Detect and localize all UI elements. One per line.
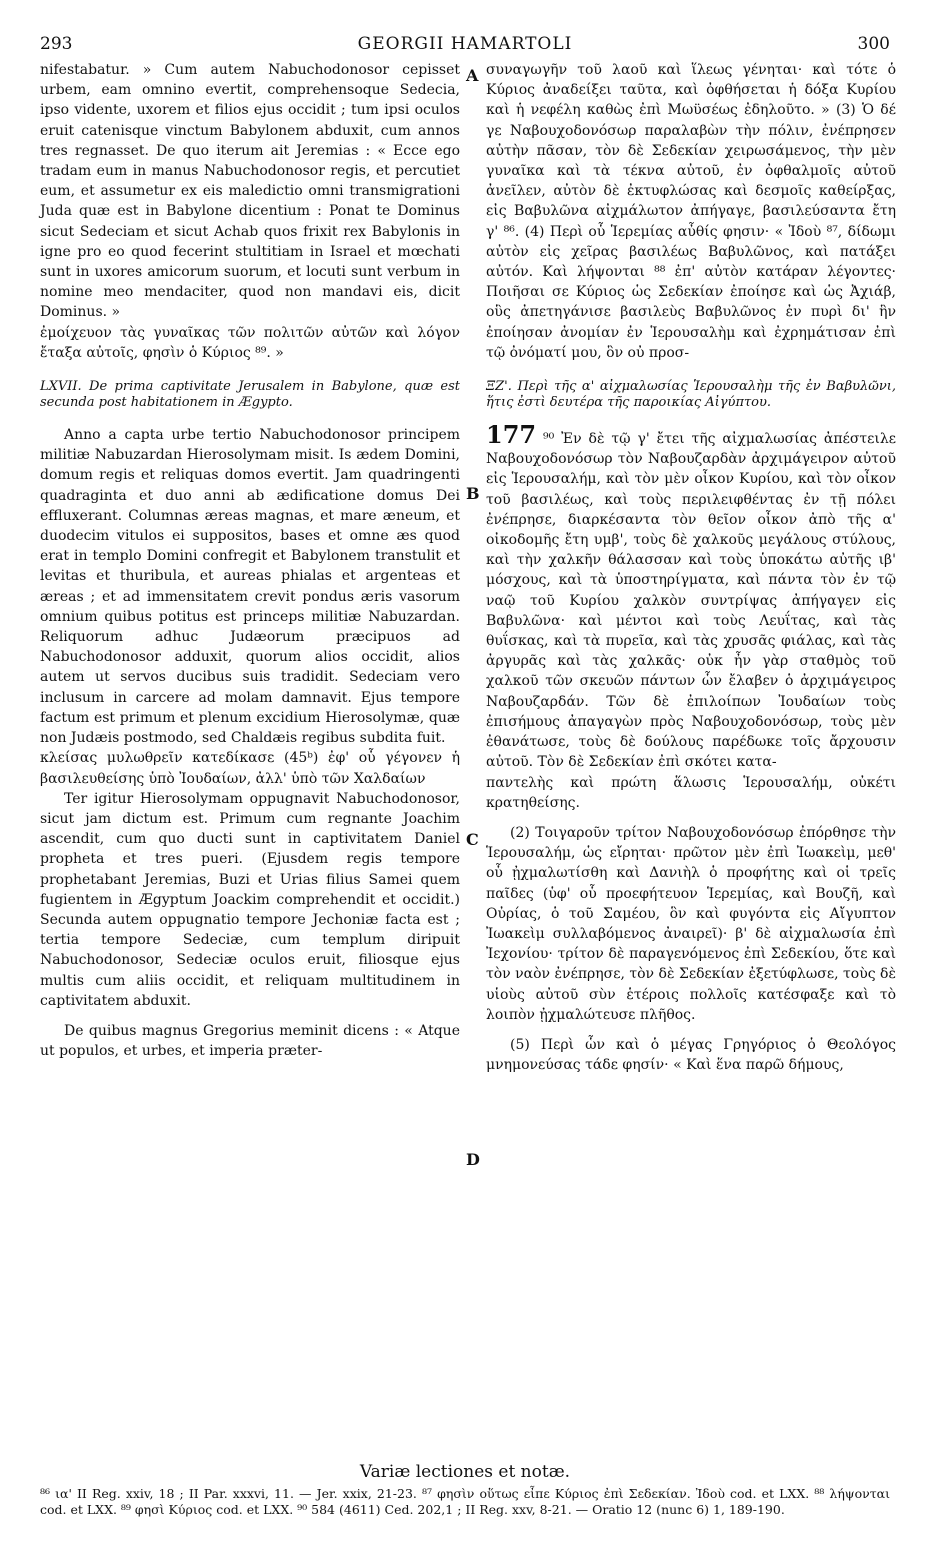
- margin-marker-b: B: [466, 484, 480, 503]
- margin-marker-d: D: [466, 1150, 480, 1169]
- greek-paragraph-4: (5) Περὶ ὧν καὶ ὁ μέγας Γρηγόριος ὁ Θεολόγος μνημονεύσας τάδε φησίν· « Καὶ ἕνα παρῶ δήμους,: [486, 1036, 896, 1074]
- latin-paragraph-3: Ter igitur Hierosolymam oppugnavit Nabuchodonosor, sicut jam dictum est. Primum cum regnante Joachim ascendit, cum quo ducti sunt in captivitatem Daniel propheta et tres pueri. (Ejusdem regis tempore prophetabant Jeremias, Buzi et Urias filius Samei quem fugientem in Ægyptum Joackim comprehendit et occidit.) Secunda autem oppugnatio tempore Jechoniæ facta est ; tertia tempore Sedeciæ, cum templum diripuit Nabuchodonosor, Sedeciæ oculos eruit, filiosque ejus multis cum aliis occidit, et reliquam multitudinem in captivitatem abduxit.: [40, 790, 460, 1009]
- greek-carryover-1: ἐμοίχευον τὰς γυναῖκας τῶν πολιτῶν αὐτῶν καὶ λόγον ἔταξα αὐτοῖς, φησὶν ὁ Κύριος ⁸⁹. »: [40, 324, 460, 361]
- notes-text: ⁸⁶ ια' II Reg. xxiv, 18 ; II Par. xxxvi, 11. — Jer. xxix, 21-23. ⁸⁷ φησὶν οὕτως εἶπε Κύριος ἐπὶ Σεδεκίαν. Ἰδοὺ cod. et LXX. ⁸⁸ λήψονται cod. et LXX. ⁸⁹ φησὶ Κύριος cod. et LXX. ⁹⁰ 584 (4611) Ced. 202,1 ; II Reg. xxv, 8-21. — Oratio 12 (nunc 6) 1, 189-190.: [40, 1486, 890, 1517]
- latin-chapter-heading: LXVII. De prima captivitate Jerusalem in Babylone, quæ est secunda post habitationem in Ægypto.: [40, 379, 460, 411]
- latin-paragraph-1: nifestabatur. » Cum autem Nabuchodonosor cepisset urbem, eam omnino evertit, comprehensoque Sedecia, ipso vidente, uxorem et filios ejus occidit ; tum ipsi oculos eruit catenisque vinctum Babylonem abduxit, cum annos tres regnasset. De quo iterum ait Jeremias : « Ecce ego tradam eum in manus Nabuchodonosor regis, et percutiet eum, et assumetur ex eis maledictio omni transmigrationi Juda quæ est in Babylone dicentium : Ponat te Dominus sicut Sedeciam et sicut Achab quos frixit rex Babylonis in igne pro eo quod fecerint stultitiam in Israel et mœchati sunt in uxores amicorum suorum, et locuti sunt verbum in nomine meo mendaciter, quod non mandavi eis, dicit Dominus. »: [40, 62, 460, 321]
- greek-paragraph-2-tail: παντελὴς καὶ πρώτη ἅλωσις Ἱερουσαλήμ, οὐκέτι κρατηθείσης.: [486, 774, 896, 811]
- greek-paragraph-3: (2) Τοιγαροῦν τρίτον Ναβουχοδονόσωρ ἐπόρθησε τὴν Ἱερουσαλήμ, ὡς εἴρηται· πρῶτον μὲν ἐπὶ Ἰωακεὶμ, μεθ' οὗ ᾐχμαλωτίσθη καὶ Δανιὴλ ὁ προφήτης καὶ οἱ τρεῖς παῖδες (ὑφ' οὗ προεφήτευον Ἱερεμίας, καὶ Βουζῆ, καὶ Οὐρίας, ὁ τοῦ Σαμέου, ὃν καὶ φυγόντα εἰς Αἴγυπτον Ἰωακεὶμ συλλαβόμενος ἀναιρεῖ)· β' δὲ αἰχμαλωσία ἐπὶ Ἰεχονίου· τρίτον δὲ παραγενόμενος ἐπὶ Σεδεκίου, ὅτε καὶ τὸν ναὸν ἐνέπρησε, τὸν δὲ Σεδεκίαν ἐξετύφλωσε, τοὺς δὲ υἱοὺς αὐτοῦ σὺν ἑτέροις πολλοῖς κατέσφαξε καὶ τὸ λοιπὸν ᾐχμαλώτευσε πλῆθος.: [486, 824, 896, 1023]
- margin-marker-c: C: [466, 830, 479, 849]
- latin-column: [40, 60, 460, 1061]
- notes-heading: Variæ lectiones et notæ.: [359, 1462, 571, 1482]
- greek-paragraph-2: 177 ⁹⁰ Ἐν δὲ τῷ γ' ἔτει τῆς αἰχμαλωσίας ἀπέστειλε Ναβουχοδονόσωρ τὸν Ναβουζαρδὰν ἀρχιμάγειρον αὐτοῦ εἰς Ἱερουσαλήμ, καὶ τὸν μὲν οἶκον Κυρίου, καὶ τὸν οἶκον τοῦ βασιλέως, καὶ τοὺς περιλειφθέντας ἐν τῇ πόλει ἐνέπρησε, διαρκέσαντα τὸν θεῖον οἶκον ἀπὸ τῆς α' οἰκοδομῆς ἔτη υμβ', τοὺς δὲ χαλκοῦς μεγάλους στύλους, καὶ τὴν χαλκῆν θάλασσαν καὶ τοὺς ὑποκάτω αὐτῆς ιβ' μόσχους, καὶ τὰ ὑποστηρίγματα, καὶ πάντα τὸν ἐν τῷ ναῷ τοῦ Κυρίου χαλκὸν συντρίψας ἀπήγαγεν εἰς Βαβυλῶνα· καὶ μέντοι καὶ τοὺς Λευΐτας, καὶ τὰς θυΐσκας, καὶ τὰ πυρεῖα, καὶ τὰς χρυσᾶς φιάλας, καὶ τὰς ἀργυρᾶς καὶ τὰς χαλκᾶς· οὐκ ἦν γὰρ σταθμὸς τοῦ χαλκοῦ τῶν σκευῶν πάντων ὧν ἔλαβεν ὁ ἀρχιμάγειρος Ναβουζαρδάν. Τῶν δὲ ἐπιλοίπων Ἰουδαίων τοὺς ἐπισήμους ἀπαγαγὼν πρὸς Ναβουχοδονόσωρ, τοὺς μὲν ἐθανάτωσε, τοὺς δὲ δούλους παρέδωκε τοῖς ἄρχουσιν αὐτοῦ. Τὸν δὲ Σεδεκίαν ἐπὶ σκότει κατα-: [486, 420, 896, 771]
- greek-column: [486, 60, 896, 1075]
- page-number-right: 300: [857, 34, 890, 54]
- greek-chapter-heading: ΞΖ'. Περὶ τῆς α' αἰχμαλωσίας Ἱερουσαλὴμ τῆς ἐν Βαβυλῶνι, ἥτις ἐστὶ δευτέρα τῆς παροικίας Αἰγύπτου.: [486, 379, 896, 411]
- running-header: [40, 34, 890, 58]
- margin-marker-a: A: [466, 66, 479, 85]
- latin-paragraph-4: De quibus magnus Gregorius meminit dicens : « Atque ut populos, et urbes, et imperia præter-: [40, 1022, 460, 1060]
- running-title: GEORGII HAMARTOLI: [357, 34, 573, 54]
- section-number: 177: [486, 420, 537, 450]
- greek-paragraph-1: συναγωγῆν τοῦ λαοῦ καὶ ἵλεως γένηται· καὶ τότε ὁ Κύριος ἀναδείξει ταῦτα, καὶ ὀφθήσεται ἡ δόξα Κυρίου καὶ ἡ νεφέλη καθὼς ἐπὶ Μωϋσέως ἐδηλοῦτο. » (3) Ὁ δέ γε Ναβουχοδονόσωρ παραλαβὼν τὴν πόλιν, ἐνέπρησεν αὐτὴν πᾶσαν, τὸν δὲ Σεδεκίαν χειρωσάμενος, τὴν μὲν γυναῖκα καὶ τὰ τέκνα αὐτοῦ, ἐν ὀφθαλμοῖς αὐτοῦ ἀνεῖλεν, αὐτὸν δὲ ἐκτυφλώσας καὶ δεσμοῖς καθείρξας, εἰς Βαβυλῶνα αἰχμάλωτον ἀπήγαγε, βασιλεύσαντα ἔτη γ' ⁸⁶. (4) Περὶ οὗ Ἱερεμίας αὖθίς φησιν· « Ἰδοὺ ⁸⁷, δίδωμι αὐτὸν εἰς χεῖρας βασιλέως Βαβυλῶνος, καὶ πατάξει αὐτόν. Καὶ λήψονται ⁸⁸ ἐπ' αὐτὸν κατάραν λέγοντες· Ποιῆσαι σε Κύριος ὡς Σεδεκίαν ἐποίησε καὶ ὡς Ἀχιάβ, οὓς ἀπετηγάνισε βασιλεὺς Βαβυλῶνος ἐν πυρὶ δι' ἣν ἐποίησαν ἀνομίαν ἐν Ἱερουσαλὴμ καὶ ἐχρημάτισαν ἐπὶ τῷ ὀνόματί μου, ὃν οὐ προσ-: [486, 62, 896, 361]
- page-number-left: 293: [40, 34, 73, 54]
- greek-carryover-2: κλείσας μυλωθρεῖν κατεδίκασε (45ᵇ) ἐφ' οὗ γέγονεν ἡ βασιλευθείσης ὑπὸ Ἰουδαίων, ἀλλ' ὑπὸ τῶν Χαλδαίων: [40, 750, 460, 787]
- latin-paragraph-2: Anno a capta urbe tertio Nabuchodonosor principem militiæ Nabuzardan Hierosolymam misit. Is ædem Domini, domum regis et reliquas domos evertit. Jam quadringenti quadraginta et duo anni ab ædificatione domus Dei effluxerant. Columnas æreas magnas, et mare æneum, et duodecim vitulos ei suppositos, bases et omne æs quod erat in templo Domini confregit et Babylonem transtulit et levitas et thuribula, et aureas phialas et argenteas et æreas ; et ad immensitatem crevit pondus æris vasorum omnium quibus potitus est princeps militiæ Nabuzardan. Reliquorum adhuc Judæorum præcipuos ad Nabuchodonosor adduxit, quorum alios occidit, alios autem ut servos ducibus suis tradidit. Sedeciam vero inclusum in carcere ad molam damnavit. Ejus tempore factum est primum et plenum excidium Hierosolymæ, quæ non Judæis postmodo, sed Chaldæis regibus subdita fuit.: [40, 427, 460, 747]
